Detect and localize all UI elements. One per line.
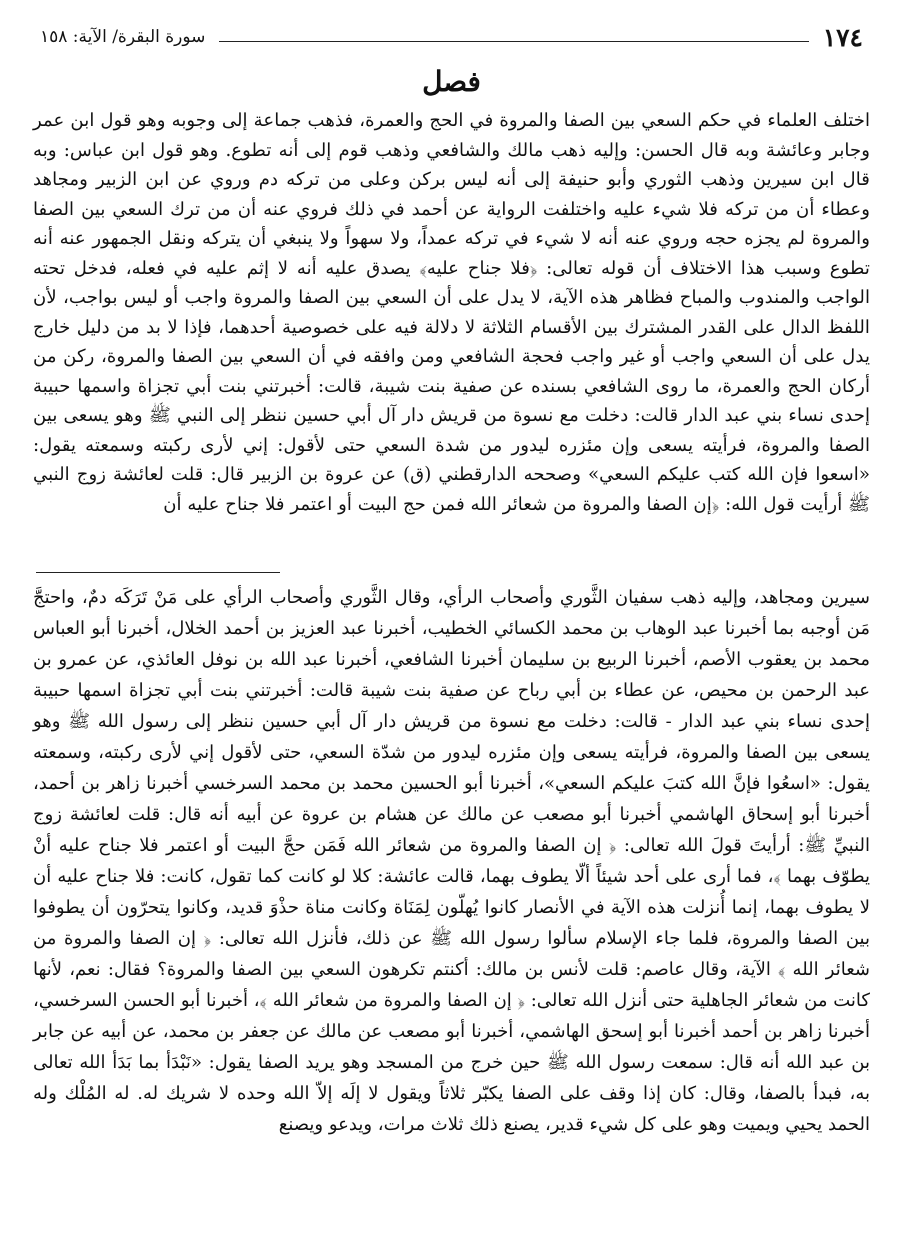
section-heading: فصل bbox=[422, 65, 481, 98]
footnote-text-block: سيرين ومجاهد، وإليه ذهب سفيان الثَّوري وأصحاب الرأي، وقال الثَّوري وأصحاب الرأي على مَنْ تَرَكَه دمٌ، واحتجَّ مَن أوجبه بما أخبرنا عبد الوهاب بن محمد الكسائي الخطيب، أخبرنا عبد العزيز بن أحمد الخلال، أخبرنا أبو العباس محمد بن يعقوب الأصم، أخبرنا الربيع بن سليمان أخبرنا الشافعي، أخبرنا عبد الله بن نوفل العائذي، عن عمرو بن عبد الرحمن بن محيص، عن عطاء بن أبي رباح عن صفية بنت شيبة قالت: أخبرتني بنت أبي تجزاة اسمها حبيبة إحدى نساء بني عبد الدار - قالت: دخلت مع نسوة من قريش دار آل أبي حسين ننظر إلى رسول الله ﷺ وهو يسعى بين الصفا والمروة، فرأيته يسعى وإن مئزره ليدور من شدّة السعي، حتى لأقول إني لأرى ركبته، وسمعته يقول: «اسعُوا فإنَّ الله كتبَ عليكم السعي»، أخبرنا أبو الحسين محمد بن محمد السرخسي أخبرنا زاهر بن أحمد، أخبرنا أبو إسحاق الهاشمي أخبرنا أبو مصعب عن مالك عن هشام بن عروة عن أبيه أنه قال: قلت لعائشة زوج النبيِّ ﷺ: أرأيتَ قولَ الله تعالى: ﴿ إن الصفا والمروة من شعائر الله فَمَن حجَّ البيت أو اعتمر فلا جناح عليه أنْ يطوّف بهما ﴾، فما أرى على أحد شيئاً ألّا يطوف بهما، قالت عائشة: كلا لو كانت كما تقول، كانت: فلا جناح عليه أن لا يطوف بهما، إنما أُنزلت هذه الآية في الأنصار كانوا يُهلّون لِمَنَاة وكانت مناة حذْوَ قديد، وكانوا يتحرّون أن يطوفوا بين الصفا والمروة، فلما جاء الإسلام سألوا رسول الله ﷺ عن ذلك، فأنزل الله تعالى: ﴿ إن الصفا والمروة من شعائر الله ﴾ الآية، وقال عاصم: قلت لأنس بن مالك: أكنتم تكرهون السعي بين الصفا والمروة؟ فقال: نعم، لأنها كانت من شعائر الجاهلية حتى أنزل الله تعالى: ﴿ إن الصفا والمروة من شعائر الله ﴾، أخبرنا أبو الحسن السرخسي، أخبرنا زاهر بن أحمد أخبرنا أبو إسحق الهاشمي، أخبرنا أبو مصعب عن مالك عن جعفر بن محمد، عن أبيه عن جابر بن عبد الله أنه قال: سمعت رسول الله ﷺ حين خرج من المسجد وهو يريد الصفا يقول: «نَبْدَأ بما بَدَأ الله تعالى به، فبدأ بالصفا، وقال: كان إذا وقف على الصفا يكبّر ثلاثاً ويقول لا إلَه إلاّ الله وحده لا شريك له. له المُلْك وله الحمد يحيي ويميت وهو على كل شيء قدير، يصنع ذلك ثلاث مرات، ويدعو ويصنع bbox=[33, 587, 870, 1135]
page-number: ١٧٤ bbox=[822, 22, 863, 52]
running-title: سورة البقرة/ الآية: ١٥٨ bbox=[40, 27, 206, 47]
header-rule bbox=[219, 41, 808, 42]
footnote-separator bbox=[36, 572, 280, 573]
main-text-block: اختلف العلماء في حكم السعي بين الصفا والمروة في الحج والعمرة، فذهب جماعة إلى وجوبه وهو قول ابن عمر وجابر وعائشة وبه قال الحسن: وإليه ذهب مالك والشافعي وذهب قوم إلى أنه تطوع. وهو قول ابن عباس: وبه قال ابن سيرين وذهب الثوري وأبو حنيفة إلى أنه ليس بركن وعلى من تركه دم وروي عن ابن الزبير ومجاهد وعطاء أن من تركه فلا شيء عليه واختلفت الرواية عن أحمد في ذلك فروي عنه أن من ترك السعي بين الصفا والمروة لم يجزه حجه وروي عنه أنه لا شيء في تركه عمداً، ولا سهواً ولا ينبغي أن يتركه ونقل الجمهور عنه أنه تطوع وسبب هذا الاختلاف أن قوله تعالى: ﴿فلا جناح عليه﴾ يصدق عليه أنه لا إثم عليه في فعله، فدخل تحته الواجب والمندوب والمباح فظاهر هذه الآية، لا يدل على أن السعي بين الصفا والمروة واجب أو ليس بواجب، لأن اللفظ الدال على القدر المشترك بين الأقسام الثلاثة لا دلالة فيه على خصوصية أحدهما، فإذا لا بد من دليل خارج يدل على أن السعي واجب أو غير واجب فحجة الشافعي ومن وافقه في أن السعي بين الصفا والمروة، ركن من أركان الحج والعمرة، ما روى الشافعي بسنده عن صفية بنت شيبة، قالت: أخبرتني بنت أبي تجزاة واسمها حبيبة إحدى نساء بني عبد الدار قالت: دخلت مع نسوة من قريش دار آل أبي حسين ننظر إلى النبي ﷺ وهو يسعى بين الصفا والمروة، فرأيته يسعى وإن مئزره ليدور من شدة السعي حتى لأقول: إني لأرى ركبته وسمعته يقول: «اسعوا فإن الله كتب عليكم السعي» وصححه الدارقطني (ق) عن عروة بن الزبير قال: قلت لعائشة زوج النبي ﷺ أرأيت قول الله: ﴿إن الصفا والمروة من شعائر الله فمن حج البيت أو اعتمر فلا جناح عليه أن bbox=[33, 110, 870, 515]
running-header bbox=[40, 22, 863, 52]
